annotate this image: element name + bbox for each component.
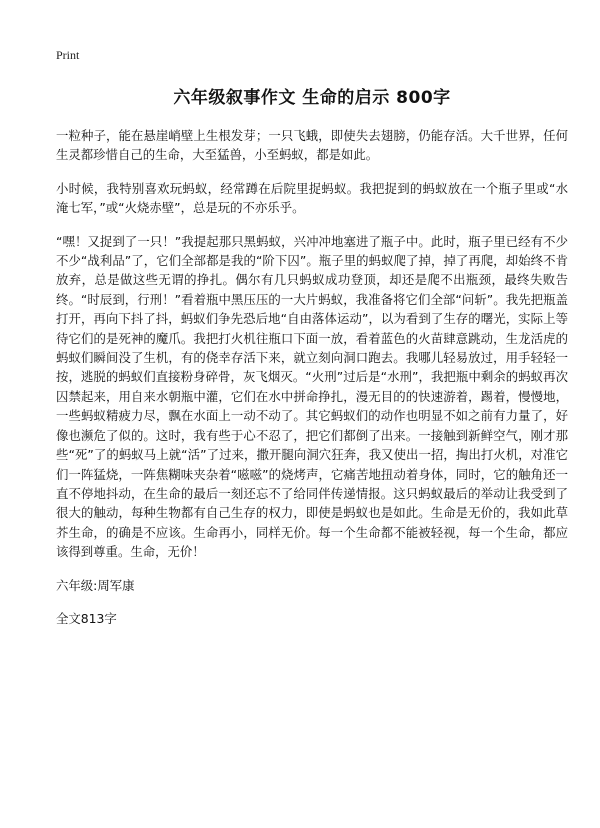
article-title: 六年级叙事作文 生命的启示 800字 bbox=[173, 88, 451, 108]
print-link[interactable]: Print bbox=[56, 48, 80, 62]
article-paragraph-2: 小时候，我特别喜欢玩蚂蚁，经常蹲在后院里捉蚂蚁。我把捉到的蚂蚁放在一个瓶子里或“水淹七军，”或“火烧赤壁”，总是玩的不亦乐乎。 bbox=[56, 180, 568, 216]
word-count: 全文813字 bbox=[56, 610, 117, 626]
article-paragraph-3: “嘿！又捉到了一只！”我提起那只黑蚂蚁，兴冲冲地塞进了瓶子中。此时，瓶子里已经有不少不少“战利品”了，它们全部都是我的“阶下囚”。瓶子里的蚂蚁爬了掉，掉了再爬，却始终不肯放弃，总是做这些无谓的挣扎。偶尔有几只蚂蚁成功登顶，却还是爬不出瓶颈，最终失败告终。“时辰到，行刑！”看着瓶中黑压压的一大片蚂蚁，我准备将它们全部“问斩”。我先把瓶盖打开，再向下抖了抖，蚂蚁们争先恐后地“自由落体运动”，以为看到了生存的曙光，实际上等待它们的是死神的魔爪。我把打火机往瓶口下面一放，看着蓝色的火苗肆意跳动，生龙活虎的蚂蚁们瞬间没了生机，有的侥幸存活下来，就立刻向洞口跑去。我哪儿轻易放过，用手轻轻一按，逃脱的蚂蚁们直接粉身碎骨，灰飞烟灭。“火刑”过后是“水刑”，我把瓶中剩余的蚂蚁再次囚禁起来，用自来水朝瓶中灌，它们在水中拼命挣扎，漫无目的的快速游着，踢着，慢慢地，一些蚂蚁精疲力尽，飘在水面上一动不动了。其它蚂蚁们的动作也明显不如之前有力量了，好像也濒危了似的。这时，我有些于心不忍了，把它们都倒了出来。一接触到新鲜空气，刚才那些“死”了的蚂蚁马上就“活”了过来，撒开腿向洞穴狂奔，我又使出一招，掏出打火机，对准它们一阵猛烧，一阵焦糊味夹杂着“嗞嗞”的烧烤声，它痛苦地扭动着身体，同时，它的触角还一直不停地抖动，在生命的最后一刻还忘不了给同伴传递情报。这只蚂蚁最后的举动让我受到了很大的触动，每种生物都有自己生存的权力，即使是蚂蚁也是如此。生命是无价的，我如此草芥生命，的确是不应该。生命再小，同样无价。每一个生命都不能被轻视，每一个生命，都应该得到尊重。生命，无价！ bbox=[56, 233, 568, 560]
article-paragraph-1: 一粒种子，能在悬崖峭壁上生根发芽；一只飞蛾，即使失去翅膀，仍能存活。大千世界，任何生灵都珍惜自己的生命，大至猛兽，小至蚂蚁，都是如此。 bbox=[56, 128, 568, 163]
author-line: 六年级:周军康 bbox=[56, 577, 135, 593]
